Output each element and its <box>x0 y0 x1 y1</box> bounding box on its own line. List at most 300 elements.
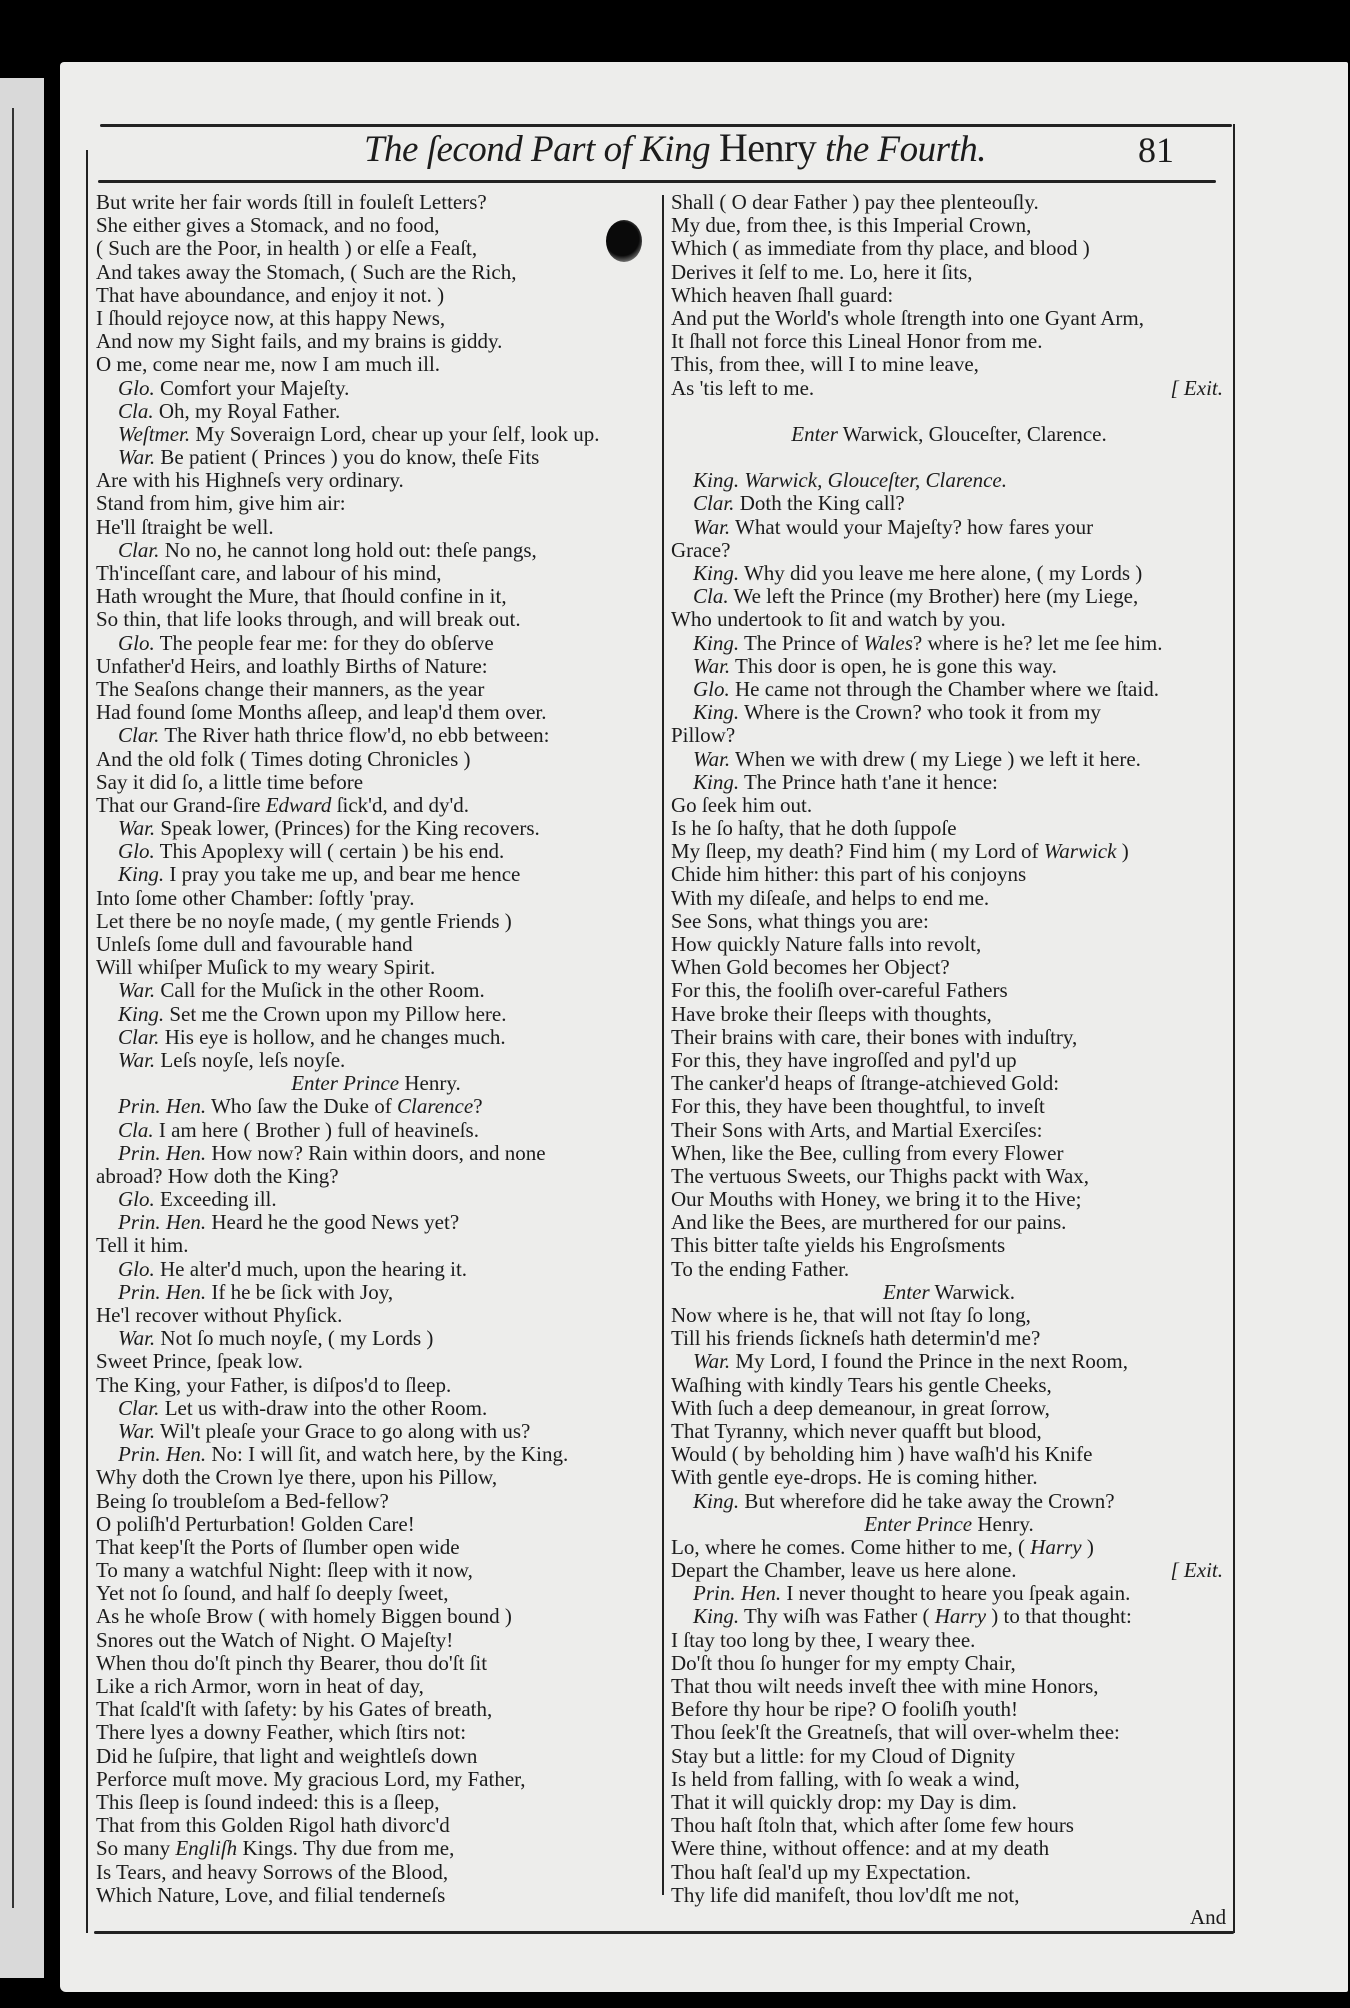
line-text: For this, the fooliſh over-careful Fathers <box>671 978 1008 1003</box>
verse-line <box>671 377 1227 400</box>
line-text: The King, your Father, is diſpos'd to ſleep. <box>96 1372 452 1397</box>
line-text: Is Tears, and heavy Sorrows of the Blood, <box>96 1859 449 1884</box>
verse-line <box>671 1605 1227 1628</box>
verse-line <box>671 1374 1227 1397</box>
verse-line <box>96 539 656 562</box>
verse-line <box>96 655 656 678</box>
verse-line <box>96 261 656 284</box>
italic-text: Edward <box>265 792 332 817</box>
line-text: Which Nature, Love, and filial tenderneſs <box>96 1882 446 1907</box>
verse-line <box>96 1652 656 1675</box>
line-text: Now where is he, that will not ſtay ſo long, <box>671 1303 1031 1327</box>
verse-line <box>671 516 1227 539</box>
line-text: When we with drew ( my Liege ) we left it here. <box>735 746 1141 771</box>
verse-line <box>671 353 1227 376</box>
verse-line <box>671 284 1227 307</box>
line-text: Being ſo troubleſom a Bed-fellow? <box>96 1488 389 1513</box>
verse-line <box>671 956 1227 979</box>
verse-line <box>96 1420 656 1443</box>
line-text: That from this Golden Rigol hath divorc'd <box>96 1813 450 1838</box>
verse-line <box>96 423 656 446</box>
line-text: Thy wiſh was Father ( <box>743 1604 935 1629</box>
line-text: Till his friends ſickneſs hath determin'd me? <box>671 1326 1041 1351</box>
adjacent-page-rule <box>12 108 14 1908</box>
verse-line <box>671 1258 1227 1281</box>
line-text: And the old folk ( Times doting Chronicles ) <box>96 746 471 771</box>
line-text: Doth the King call? <box>739 491 905 516</box>
verse-line <box>671 1211 1227 1234</box>
verse-line <box>671 1443 1227 1466</box>
verse-line <box>671 933 1227 956</box>
line-text: Unleſs ſome dull and favourable hand <box>96 932 413 956</box>
line-text: Stand from him, give him air: <box>96 491 346 516</box>
verse-line <box>671 1142 1227 1165</box>
verse-line <box>671 1559 1227 1582</box>
speaker-name: War. <box>693 653 731 678</box>
line-text: It ſhall not force this Lineal Honor from me. <box>671 329 1043 354</box>
verse-line <box>671 1165 1227 1188</box>
verse-line <box>671 237 1227 260</box>
verse-line <box>96 1466 656 1489</box>
verse-line <box>96 1049 656 1072</box>
speaker-name: Glo. <box>118 839 155 864</box>
verse-line <box>96 1188 656 1211</box>
verse-line <box>671 469 1227 492</box>
speaker-name: Glo. <box>693 676 730 701</box>
speaker-name: War. <box>118 1326 156 1351</box>
verse-line <box>96 1026 656 1049</box>
line-text: This ſleep is ſound indeed: this is a ſleep, <box>96 1789 440 1814</box>
speaker-name: War. <box>118 1047 156 1072</box>
verse-line <box>96 353 656 376</box>
verse-line <box>671 1397 1227 1420</box>
line-text: Call for the Muſick in the other Room. <box>160 978 485 1003</box>
speaker-name: Clar. <box>693 491 735 516</box>
header-bottom-rule <box>98 180 1216 183</box>
line-text: And takes away the Stomach, ( Such are the Rich, <box>96 259 517 284</box>
catchword: And <box>1190 1905 1227 1929</box>
italic-text: Warwick, Glouceſter, Clarence. <box>744 468 1007 493</box>
verse-line <box>96 1327 656 1350</box>
verse-line <box>96 1629 656 1652</box>
verse-line <box>671 562 1227 585</box>
stage-direction <box>96 1072 656 1095</box>
line-text: With ſuch a deep demeanour, in great ſorrow, <box>671 1395 1050 1420</box>
line-text: The Seaſons change their manners, as the year <box>96 676 485 701</box>
line-text: Not ſo much noyſe, ( my Lords ) <box>160 1326 434 1351</box>
verse-line <box>671 1072 1227 1095</box>
line-text: Are with his Highneſs very ordinary. <box>96 468 404 493</box>
verse-line <box>96 516 656 539</box>
verse-line <box>96 1768 656 1791</box>
verse-line <box>96 1536 656 1559</box>
speaker-name: War. <box>693 514 731 539</box>
verse-line <box>671 771 1227 794</box>
line-text: Tell it him. <box>96 1233 189 1258</box>
line-text: This Apoplexy will ( certain ) be his end. <box>159 839 505 864</box>
exit-direction: [ Exit. <box>1170 375 1223 400</box>
line-text: He'l recover without Phyſick. <box>96 1303 343 1327</box>
verse-line <box>96 1350 656 1373</box>
line-text: The Prince hath t'ane it hence: <box>743 769 998 794</box>
column-divider <box>662 195 664 1895</box>
line-text: No: I will ſit, and watch here, by the King. <box>211 1442 569 1467</box>
line-text: This bitter taſte yields his Engroſsments <box>671 1233 1006 1258</box>
line-text: ? <box>473 1094 483 1119</box>
verse-line <box>96 1258 656 1281</box>
line-text: My due, from thee, is this Imperial Crown, <box>671 213 1032 238</box>
verse-line <box>671 1884 1227 1907</box>
verse-line <box>671 1095 1227 1118</box>
line-text: Where is the Crown? who took it from my <box>743 700 1101 725</box>
verse-line <box>671 330 1227 353</box>
line-text: Their Sons with Arts, and Martial Exerciſes: <box>671 1117 1043 1142</box>
speaker-name: War. <box>118 816 156 841</box>
line-text: Let us with-draw into the other Room. <box>164 1395 488 1420</box>
line-text: Thou haſt ſtoln that, which after ſome few hours <box>671 1813 1074 1838</box>
italic-text: Enter Prince <box>864 1511 973 1536</box>
line-text: Wil't pleaſe your Grace to go along with us? <box>160 1418 531 1443</box>
verse-line <box>96 400 656 423</box>
verse-line <box>96 330 656 353</box>
verse-line <box>671 1049 1227 1072</box>
speaker-name: War. <box>118 1418 156 1443</box>
line-text: Hath wrought the Mure, that ſhould confine in it, <box>96 584 507 609</box>
line-text: That it will quickly drop: my Day is dim. <box>671 1789 1017 1814</box>
verse-line <box>671 307 1227 330</box>
speaker-name: War. <box>118 445 156 470</box>
speaker-name: Prin. Hen. <box>118 1279 207 1304</box>
line-text: ) to that thought: <box>986 1604 1132 1629</box>
verse-line <box>96 1698 656 1721</box>
page-number: 81 <box>1138 130 1174 170</box>
line-text: Leſs noyſe, leſs noyſe. <box>160 1047 346 1072</box>
line-text: As 'tis left to me. <box>671 375 815 400</box>
verse-line <box>671 1420 1227 1443</box>
verse-line <box>671 1327 1227 1350</box>
verse-line <box>671 910 1227 933</box>
verse-line <box>671 1768 1227 1791</box>
frame-right-rule <box>1233 124 1235 1933</box>
line-text: O me, come near me, now I am much ill. <box>96 352 441 377</box>
line-text: My Lord, I found the Prince in the next Room, <box>735 1349 1128 1374</box>
line-text: Which heaven ſhall guard: <box>671 282 894 307</box>
line-text: That Tyranny, which never quafft but blood, <box>671 1418 1042 1443</box>
verse-line <box>96 794 656 817</box>
adjacent-page-edge <box>0 78 44 1978</box>
line-text: Before thy hour be ripe? O fooliſh youth! <box>671 1697 1018 1722</box>
line-text: But wherefore did he take away the Crown? <box>744 1488 1115 1513</box>
title-roman-part: Henry <box>718 125 817 170</box>
verse-line <box>96 1582 656 1605</box>
verse-line <box>96 562 656 585</box>
speaker-name: King. <box>693 630 740 655</box>
line-text: Had found ſome Months aſleep, and leap'd them over. <box>96 700 547 725</box>
line-text: This, from thee, will I to mine leave, <box>671 352 979 377</box>
line-text: And put the World's whole ſtrength into one Gyant Arm, <box>671 305 1144 330</box>
line-text: For this, they have ingroſſed and pyl'd up <box>671 1047 1017 1072</box>
verse-line <box>96 1605 656 1628</box>
stage-direction <box>671 1513 1227 1536</box>
verse-line <box>96 724 656 747</box>
verse-line <box>671 191 1227 214</box>
verse-line <box>96 469 656 492</box>
verse-line <box>96 632 656 655</box>
verse-line <box>671 1003 1227 1026</box>
line-text: Waſhing with kindly Tears his gentle Cheeks, <box>671 1372 1052 1397</box>
line-text: I never thought to heare you ſpeak again. <box>786 1581 1131 1606</box>
line-text: Warwick. <box>929 1279 1016 1304</box>
verse-line <box>96 1861 656 1884</box>
verse-line <box>96 1791 656 1814</box>
verse-line <box>96 307 656 330</box>
line-text: I pray you take me up, and bear me hence <box>169 862 521 887</box>
verse-line <box>96 1119 656 1142</box>
speaker-name: King. <box>693 1604 740 1629</box>
title-italic-part-2: the Fourth. <box>825 129 987 170</box>
stage-direction <box>671 423 1227 446</box>
line-text: Which ( as immediate from thy place, and blood ) <box>671 236 1090 261</box>
verse-line <box>96 191 656 214</box>
speaker-name: Weſtmer. <box>118 421 191 446</box>
line-text: Thou ſeek'ſt the Greatneſs, that will over-whelm thee: <box>671 1720 1120 1745</box>
line-text: Were thine, without offence: and at my death <box>671 1836 1050 1861</box>
line-text: Shall ( O dear Father ) pay thee plenteouſly. <box>671 190 1039 214</box>
left-column <box>96 191 656 1907</box>
blank-line <box>671 400 1227 423</box>
line-text: The people fear me: for they do obſerve <box>159 630 494 655</box>
line-text: She either gives a Stomack, and no food, <box>96 213 440 238</box>
line-text: The River hath thrice flow'd, no ebb between: <box>164 723 550 748</box>
speaker-name: Prin. Hen. <box>118 1210 207 1235</box>
verse-line <box>671 1234 1227 1257</box>
line-text: Perforce muſt move. My gracious Lord, my Father, <box>96 1766 526 1791</box>
verse-line <box>96 910 656 933</box>
line-text: Kings. Thy due from me, <box>237 1836 455 1861</box>
line-text: Oh, my Royal Father. <box>158 398 341 423</box>
line-text: When Gold becomes her Object? <box>671 955 950 980</box>
line-text: My ſleep, my death? Find him ( my Lord of <box>671 839 1044 864</box>
line-text: But write her fair words ſtill in fouleſt Letters? <box>96 190 487 214</box>
line-text: This door is open, he is gone this way. <box>735 653 1057 678</box>
speaker-name: War. <box>118 978 156 1003</box>
line-text: Do'ſt thou ſo hunger for my empty Chair, <box>671 1650 1016 1675</box>
line-text: To many a watchful Night: ſleep with it now, <box>96 1558 473 1583</box>
verse-line <box>671 678 1227 701</box>
line-text: Thou haſt ſeal'd up my Expectation. <box>671 1859 972 1884</box>
line-text: Their brains with care, their bones with induſtry, <box>671 1024 1078 1049</box>
line-text: So many <box>96 1836 176 1861</box>
line-text: I ſhould rejoyce now, at this happy News, <box>96 305 446 330</box>
verse-line <box>96 1837 656 1860</box>
verse-line <box>96 1490 656 1513</box>
verse-line <box>96 1234 656 1257</box>
verse-line <box>96 608 656 631</box>
line-text: Why doth the Crown lye there, upon his Pillow, <box>96 1465 498 1490</box>
speaker-name: King. <box>693 769 740 794</box>
verse-line <box>96 701 656 724</box>
verse-line <box>671 1582 1227 1605</box>
line-text: Yet not ſo ſound, and half ſo deeply ſweet, <box>96 1581 449 1606</box>
line-text: See Sons, what things you are: <box>671 908 929 933</box>
line-text: Did he ſuſpire, that light and weightleſs down <box>96 1743 478 1768</box>
line-text: That keep'ſt the Ports of ſlumber open wide <box>96 1534 460 1559</box>
line-text: And like the Bees, are murthered for our pains. <box>671 1210 1067 1235</box>
line-text: When, like the Bee, culling from every Flower <box>671 1140 1064 1165</box>
verse-line <box>671 632 1227 655</box>
speaker-name: Cla. <box>118 1117 154 1142</box>
italic-text: Wales <box>863 630 913 655</box>
verse-line <box>671 1652 1227 1675</box>
verse-line <box>96 748 656 771</box>
line-text: Will whiſper Muſick to my weary Spirit. <box>96 955 436 980</box>
verse-line <box>671 1536 1227 1559</box>
line-text: And now my Sight fails, and my brains is giddy. <box>96 329 503 354</box>
line-text: Henry. <box>972 1511 1034 1536</box>
speaker-name: King. <box>693 561 740 585</box>
page-bottom-rule <box>94 1931 1234 1934</box>
speaker-name: Glo. <box>118 630 155 655</box>
line-text: Speak lower, (Princes) for the King recovers. <box>160 816 540 841</box>
line-text: Depart the Chamber, leave us here alone. <box>671 1558 1017 1583</box>
verse-line <box>96 1559 656 1582</box>
italic-text: Enter Prince <box>291 1071 400 1096</box>
verse-line <box>671 261 1227 284</box>
line-text: Say it did ſo, a little time before <box>96 769 364 794</box>
line-text: Be patient ( Princes ) you do know, theſe Fits <box>160 445 540 470</box>
speaker-name: King. <box>118 1001 165 1026</box>
verse-line <box>96 979 656 1002</box>
line-text: Th'inceſſant care, and labour of his mind, <box>96 561 442 585</box>
line-text: Grace? <box>671 537 731 562</box>
line-text: Would ( by beholding him ) have waſh'd his Knife <box>671 1442 1093 1467</box>
line-text: He alter'd much, upon the hearing it. <box>160 1256 468 1281</box>
speaker-name: Prin. Hen. <box>693 1581 782 1606</box>
verse-line <box>96 492 656 515</box>
italic-text: Enter <box>791 421 838 446</box>
line-text: My Soveraign Lord, chear up your ſelf, look up. <box>195 421 600 446</box>
speaker-name: Glo. <box>118 1256 155 1281</box>
line-text: Thy life did manifeſt, thou lov'dſt me not, <box>671 1882 1020 1907</box>
speaker-name: Clar. <box>118 1395 160 1420</box>
line-text: If he be ſick with Joy, <box>211 1279 394 1304</box>
line-text: abroad? How doth the King? <box>96 1163 339 1188</box>
line-text: Warwick, Glouceſter, Clarence. <box>837 421 1107 446</box>
line-text: Our Mouths with Honey, we bring it to the Hive; <box>671 1187 1082 1212</box>
verse-line <box>96 237 656 260</box>
speaker-name: Clar. <box>118 723 160 748</box>
speaker-name: Glo. <box>118 1187 155 1212</box>
verse-line <box>671 492 1227 515</box>
verse-line <box>96 1003 656 1026</box>
speaker-name: Cla. <box>693 584 729 609</box>
line-text: Unfather'd Heirs, and loathly Births of Nature: <box>96 653 488 678</box>
verse-line <box>96 817 656 840</box>
verse-line <box>671 1629 1227 1652</box>
verse-line <box>671 1466 1227 1489</box>
line-text: I am here ( Brother ) full of heavineſs. <box>158 1117 479 1142</box>
line-text: How now? Rain within doors, and none <box>211 1140 546 1165</box>
verse-line <box>671 1814 1227 1837</box>
line-text: Who ſaw the Duke of <box>210 1094 397 1119</box>
verse-line <box>96 1675 656 1698</box>
line-text: For this, they have been thoughtful, to inveſt <box>671 1094 1045 1119</box>
line-text: Why did you leave me here alone, ( my Lords ) <box>743 561 1143 585</box>
line-text: Snores out the Watch of Night. O Majeſty! <box>96 1627 454 1652</box>
verse-line <box>671 1119 1227 1142</box>
verse-line <box>671 817 1227 840</box>
verse-line <box>96 887 656 910</box>
italic-text: Harry <box>934 1604 987 1629</box>
line-text: Exceeding ill. <box>160 1187 277 1212</box>
verse-line <box>671 1675 1227 1698</box>
verse-line <box>96 1721 656 1744</box>
speaker-name: Prin. Hen. <box>118 1442 207 1467</box>
line-text: He came not through the Chamber where we ſtaid. <box>735 676 1159 701</box>
verse-line <box>96 771 656 794</box>
italic-text: Clarence <box>396 1094 474 1119</box>
line-text: No no, he cannot long hold out: theſe pangs, <box>164 537 537 562</box>
exit-direction: [ Exit. <box>1170 1558 1223 1583</box>
verse-line <box>671 748 1227 771</box>
line-text: That ſcald'ſt with ſafety: by his Gates of breath, <box>96 1697 493 1722</box>
right-column <box>671 191 1227 1907</box>
verse-line <box>96 840 656 863</box>
verse-line <box>96 585 656 608</box>
line-text: Comfort your Majeſty. <box>160 375 350 400</box>
line-text: The canker'd heaps of ſtrange-atchieved Gold: <box>671 1071 1060 1096</box>
verse-line <box>671 840 1227 863</box>
verse-line <box>96 678 656 701</box>
line-text: So thin, that life looks through, and will break out. <box>96 607 521 632</box>
line-text: Lo, where he comes. Come hither to me, ( <box>671 1534 1031 1559</box>
verse-line <box>671 1304 1227 1327</box>
speaker-name: King. <box>693 700 740 725</box>
line-text: With my diſeaſe, and helps to end me. <box>671 885 990 910</box>
line-text: With gentle eye-drops. He is coming hither. <box>671 1465 1038 1490</box>
line-text: Sweet Prince, ſpeak low. <box>96 1349 303 1374</box>
verse-line <box>671 608 1227 631</box>
verse-line <box>671 1026 1227 1049</box>
verse-line <box>671 214 1227 237</box>
line-text: ) <box>1081 1534 1094 1559</box>
title-italic-part-1: The ſecond Part of King <box>363 129 711 170</box>
verse-line <box>96 1142 656 1165</box>
verse-line <box>96 1443 656 1466</box>
line-text: Have broke their ſleeps with thoughts, <box>671 1001 992 1026</box>
speaker-name: Clar. <box>118 1024 160 1049</box>
line-text: O poliſh'd Perturbation! Golden Care! <box>96 1511 415 1536</box>
verse-line <box>671 539 1227 562</box>
verse-line <box>671 655 1227 678</box>
speaker-name: War. <box>693 1349 731 1374</box>
italic-text: Enter <box>882 1279 930 1304</box>
stage-direction <box>671 1281 1227 1304</box>
line-text: What would your Majeſty? how fares your <box>735 514 1094 539</box>
verse-line <box>671 724 1227 747</box>
verse-line <box>96 1513 656 1536</box>
line-text: Derives it ſelf to me. Lo, here it ſits, <box>671 259 973 284</box>
verse-line <box>96 1281 656 1304</box>
speaker-name: Prin. Hen. <box>118 1140 207 1165</box>
line-text: To the ending Father. <box>671 1256 850 1281</box>
verse-line <box>671 979 1227 1002</box>
line-text: Like a rich Armor, worn in heat of day, <box>96 1674 424 1698</box>
verse-line <box>671 863 1227 886</box>
line-text: That have aboundance, and enjoy it not. ) <box>96 282 445 307</box>
verse-line <box>96 284 656 307</box>
speaker-name: Cla. <box>118 398 154 423</box>
